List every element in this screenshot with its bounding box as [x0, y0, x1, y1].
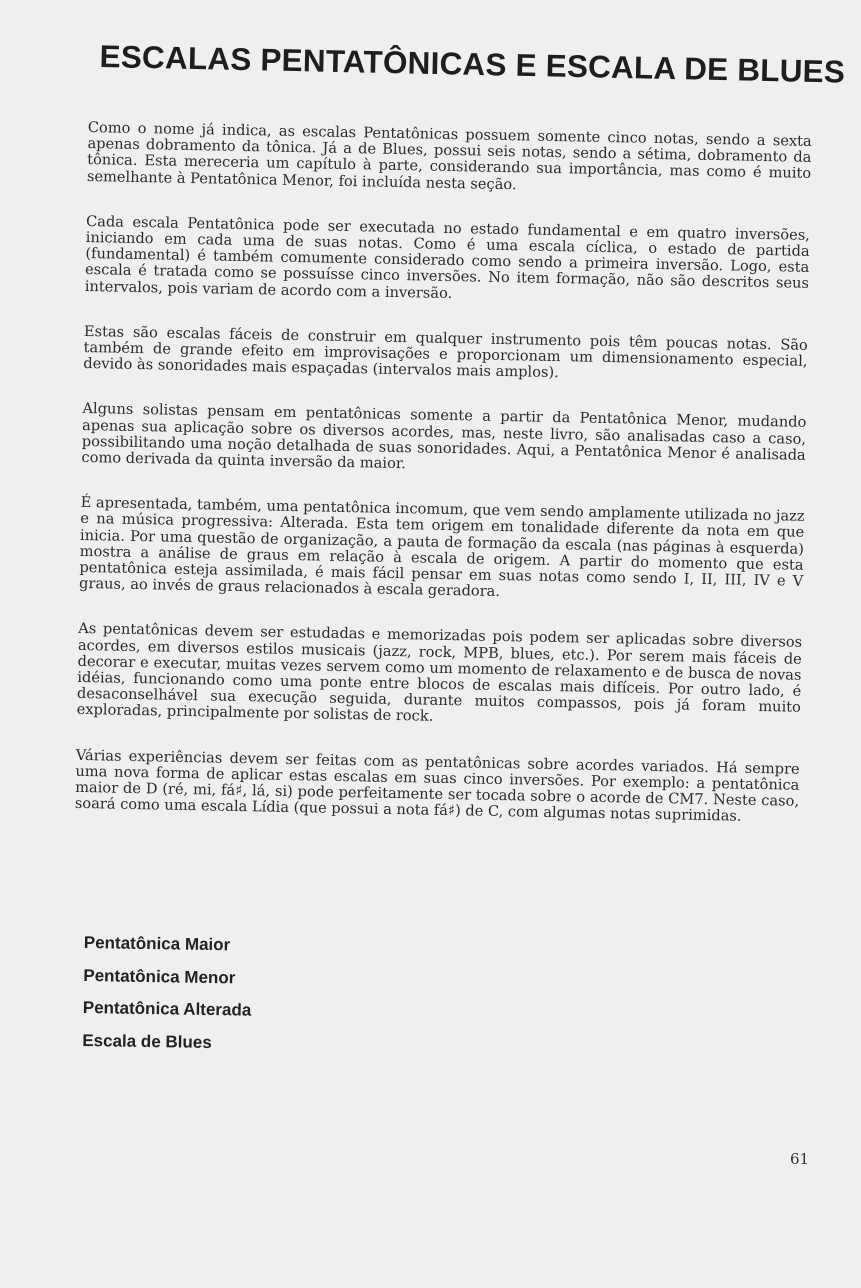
section-heading: Escala de Blues [82, 1030, 212, 1052]
section-list [82, 932, 384, 1067]
paragraph: Como o nome já indica, as escalas Pentatônicas possuem somente cinco notas, sendo a sexta apenas dobramento da tônica. Já a de Blues, possui seis notas, sendo a sétima, dobramento da tônica. Esta mereceria um capítulo à parte, considerando sua importância, mas como é muito semelhante à Pentatônica Menor, foi incluída nesta seção. [86, 119, 812, 193]
paragraph: Várias experiências devem ser feitas com as pentatônicas sobre acordes variados. Há sempre uma nova forma de aplicar estas escalas em suas cinco inversões. Por exemplo: a pentatônica maior de D (ré, mi, fá♯, lá, si) pode perfeitamente ser tocada sobre o acorde de CM7. Neste caso, soará como uma escala Lídia (que possui a nota fá♯) de C, com algumas notas suprimidas. [74, 746, 800, 825]
paragraph: Estas são escalas fáceis de construir em qualquer instrumento pois têm poucas notas. São também de grande efeito em improvisações e proporcionam um dimensionamento especial, devido às sonoridades mais espaçadas (intervalos mais amplos). [83, 322, 808, 382]
paragraph: Cada escala Pentatônica pode ser executada no estado fundamental e em quatro inversões, iniciando em cada uma de suas notas. Como é uma escala cíclica, o estado de partida (fundamental) é também comumente considerado como sendo a primeira inversão. Logo, esta escala é tratada como se possuísse cinco inversões. No item formação, não são descritos seus intervalos, pois variam de acordo com a inversão. [84, 212, 811, 302]
section-heading: Pentatônica Alterada [82, 997, 252, 1020]
page-title: ESCALAS PENTATÔNICAS E ESCALA DE BLUES [99, 38, 846, 90]
paragraph: É apresentada, também, uma pentatônica incomum, que vem sendo amplamente utilizada no jazz e na música progressiva: Alterada. Esta tem origem em tonalidade diferente da nota em que inicia. Por uma questão de organização, a pauta de formação da escala (nas páginas à esquerda) mostra a análise de graus em relação à escala de origem. A partir do momento que esta pentatônica esteja assimilada, é mais fácil pensar em suas notas como sendo I, II, III, IV e V graus, ao invés de graus relacionados à escala geradora. [78, 494, 805, 601]
paragraph: Alguns solistas pensam em pentatônicas somente a partir da Pentatônica Menor, mudando apenas sua aplicação sobre os diversos acordes, mas, neste livro, são analisadas caso a caso, possibilitando uma noção detalhada de suas sonoridades. Aqui, a Pentatônica Menor é analisada como derivada da quinta inversão da maior. [81, 400, 807, 473]
section-heading: Pentatônica Menor [83, 965, 236, 987]
paragraph: As pentatônicas devem ser estudadas e memorizadas pois podem ser aplicadas sobre diversos acordes, em diversos estilos musicais (jazz, rock, MPB, blues, etc.). Por serem mais fáceis de decorar e executar, muitas vezes servem como um momento de relaxamento e de busca de novas idéias, funcionando como uma ponte entre blocos de escalas mais difíceis. Por outro lado, é desaconselhável sua execução seguida, durante muitos compassos, pois já foram muito exploradas, principalmente por solistas de rock. [76, 620, 803, 726]
section-heading: Pentatônica Maior [83, 932, 231, 955]
body-text [74, 120, 812, 855]
page-number: 61 [790, 1150, 810, 1168]
